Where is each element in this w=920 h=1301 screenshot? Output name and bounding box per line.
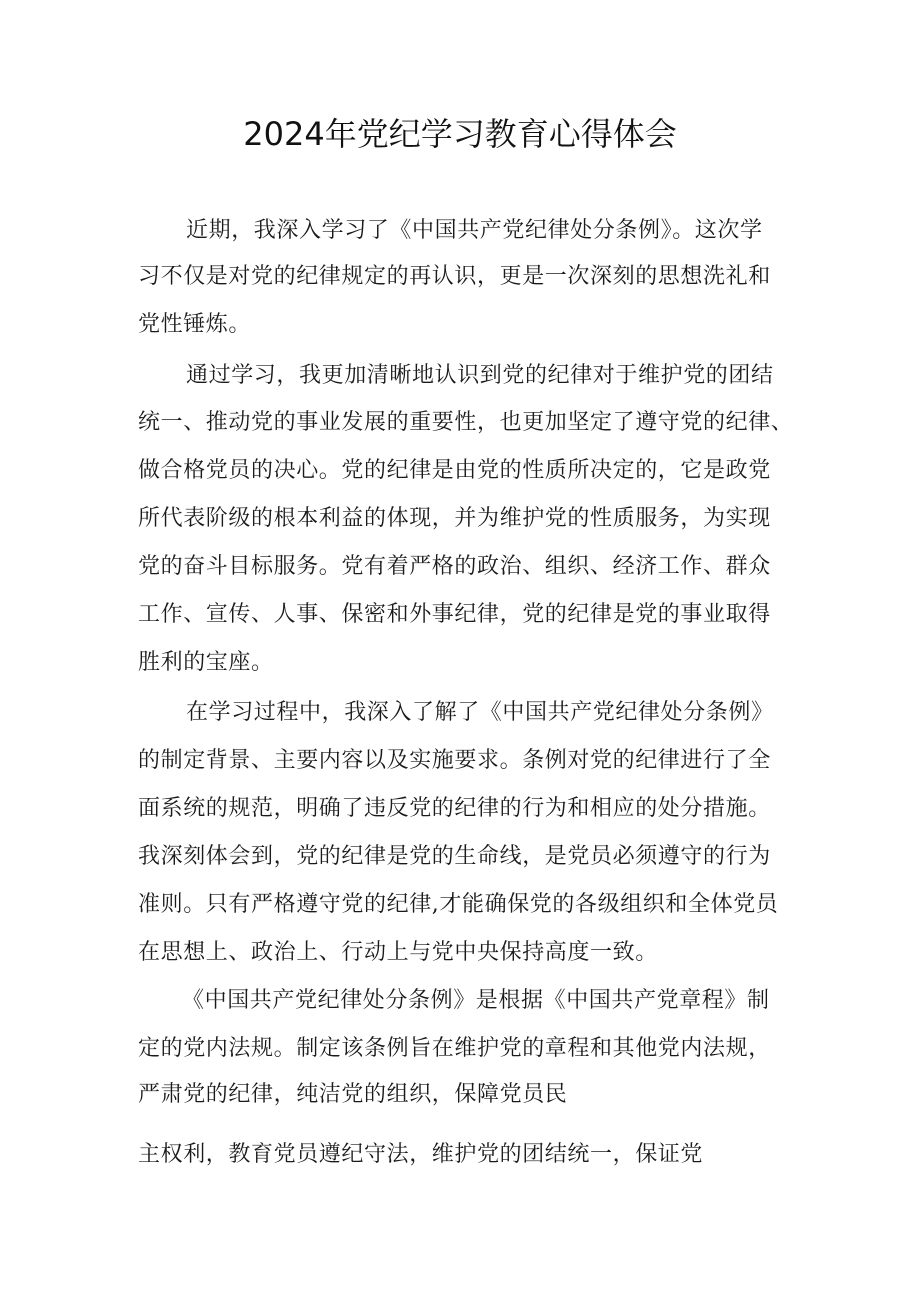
- paragraph-2-line-3: 做合格党员的决心。党的纪律是由党的性质所决定的，它是政党: [138, 458, 771, 483]
- paragraph-3-line-3: 面系统的规范，明确了违反党的纪律的行为和相应的处分措施。: [138, 796, 771, 821]
- paragraph-1-line-1: 近期，我深入学习了《中国共产党纪律处分条例》。这次学: [186, 218, 763, 243]
- paragraph-2-line-1: 通过学习，我更加清晰地认识到党的纪律对于维护党的团结: [186, 363, 774, 388]
- paragraph-1-line-2: 习不仅是对党的纪律规定的再认识，更是一次深刻的思想洗礼和: [138, 264, 771, 289]
- paragraph-2-line-5: 党的奋斗目标服务。党有着严格的政治、组织、经济工作、群众: [138, 554, 771, 579]
- paragraph-2-line-4: 所代表阶级的根本利益的体现，并为维护党的性质服务，为实现: [138, 506, 771, 531]
- paragraph-3-line-2: 的制定背景、主要内容以及实施要求。条例对党的纪律进行了全: [138, 748, 771, 773]
- paragraph-2-line-2: 统一、推动党的事业发展的重要性，也更加坚定了遵守党的纪律、: [138, 410, 794, 435]
- paragraph-1-line-3: 党性锤炼。: [138, 312, 252, 337]
- paragraph-3-line-6: 在思想上、政治上、行动上与党中央保持高度一致。: [138, 940, 658, 965]
- paragraph-3-line-1: 在学习过程中，我深入了解了《中国共产党纪律处分条例》: [186, 700, 774, 725]
- paragraph-3-line-4: 我深刻体会到，党的纪律是党的生命线，是党员必须遵守的行为: [138, 844, 771, 869]
- paragraph-4-line-1: 《中国共产党纪律处分条例》是根据《中国共产党章程》制: [182, 988, 770, 1013]
- paragraph-2-line-6: 工作、宣传、人事、保密和外事纪律，党的纪律是党的事业取得: [138, 602, 771, 627]
- paragraph-4-line-2: 定的党内法规。制定该条例旨在维护党的章程和其他党内法规，: [138, 1036, 771, 1061]
- paragraph-2-line-7: 胜利的宝座。: [138, 650, 274, 675]
- paragraph-4-line-3: 严肃党的纪律，纯洁党的组织，保障党员民: [138, 1082, 568, 1107]
- paragraph-3-line-5: 准则。只有严格遵守党的纪律,才能确保党的各级组织和全体党员: [138, 892, 779, 917]
- paragraph-4-line-4: 主权利，教育党员遵纪守法，维护党的团结统一，保证党: [138, 1142, 704, 1167]
- document-title: 2024年党纪学习教育心得体会: [243, 115, 677, 153]
